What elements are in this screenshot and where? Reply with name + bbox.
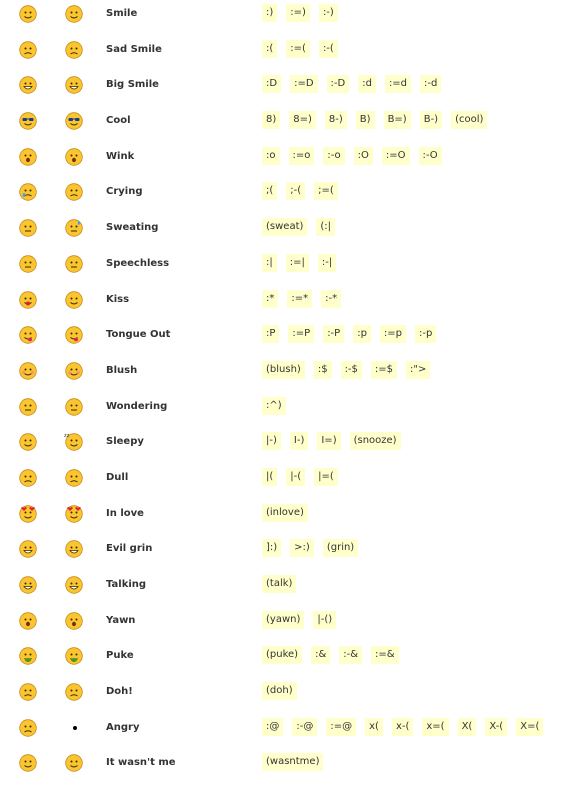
speechless-icon xyxy=(65,255,83,273)
shortcut-code: :=@ xyxy=(326,718,356,736)
shortcut-list xyxy=(262,4,338,22)
shortcut-list xyxy=(262,682,297,700)
sad-icon xyxy=(19,41,37,59)
shortcut-list xyxy=(262,182,338,200)
shortcut-code: :=) xyxy=(286,4,310,22)
evil-grin-icon xyxy=(65,540,83,558)
shortcut-code: :"> xyxy=(406,361,430,379)
emoticon-name: Speechless xyxy=(106,257,170,269)
emoticon-name: Big Smile xyxy=(106,79,159,91)
shortcut-list xyxy=(262,753,323,771)
shortcut-code: ;-( xyxy=(286,182,305,200)
shortcut-code: B=) xyxy=(384,111,411,129)
shortcut-list xyxy=(262,468,338,486)
shortcut-code: :=$ xyxy=(371,361,397,379)
shortcut-code: (talk) xyxy=(262,575,296,593)
shortcut-code: (cool) xyxy=(451,111,487,129)
wondering-icon xyxy=(19,398,37,416)
emoticon-name: Evil grin xyxy=(106,543,153,555)
shortcut-code: :| xyxy=(262,254,277,272)
emoticon-name: Crying xyxy=(106,186,143,198)
shortcut-code: :& xyxy=(311,646,330,664)
shortcut-code: (:| xyxy=(316,218,335,236)
emoticon-name: Smile xyxy=(106,8,138,19)
sleepy-icon xyxy=(65,433,83,451)
shortcut-code: :=( xyxy=(286,40,310,58)
shortcut-code: |( xyxy=(262,468,277,486)
doh-icon xyxy=(65,683,83,701)
shortcut-code: 8=) xyxy=(289,111,316,129)
shortcut-list xyxy=(262,147,442,165)
shortcut-code: :D xyxy=(262,75,281,93)
shortcut-code: (doh) xyxy=(262,682,297,700)
shortcut-code: |-( xyxy=(286,468,305,486)
emoticon-row xyxy=(0,464,581,500)
emoticon-name: Angry xyxy=(106,721,140,733)
sad-icon xyxy=(65,41,83,59)
emoticon-name: Cool xyxy=(106,115,131,127)
emoticon-name: It wasn't me xyxy=(106,757,176,769)
crying-icon xyxy=(19,183,37,201)
shortcut-list xyxy=(262,397,286,415)
emoticon-row xyxy=(0,286,581,322)
shortcut-code: :-* xyxy=(321,290,341,308)
emoticon-name: Yawn xyxy=(106,614,136,626)
speechless-icon xyxy=(19,255,37,273)
shortcut-code: ;( xyxy=(262,182,277,200)
emoticon-name: Puke xyxy=(106,650,134,662)
wink-icon xyxy=(65,148,83,166)
shortcut-code: :-O xyxy=(419,147,442,165)
shortcut-code: :o xyxy=(262,147,280,165)
shortcut-code: :-o xyxy=(323,147,344,165)
emoticon-name: Talking xyxy=(106,579,147,590)
shortcut-code: x=( xyxy=(422,718,448,736)
shortcut-code: >:) xyxy=(290,539,314,557)
emoticon-row xyxy=(0,0,581,36)
emoticon-row xyxy=(0,678,581,714)
shortcut-list xyxy=(262,75,441,93)
shortcut-code: |-) xyxy=(262,432,281,450)
emoticon-row xyxy=(0,571,581,607)
in-love-icon xyxy=(65,505,83,523)
placeholder-dot-icon xyxy=(73,726,77,730)
shortcut-code: :=o xyxy=(289,147,315,165)
shortcut-list xyxy=(262,254,336,272)
shortcut-code: :-$ xyxy=(341,361,362,379)
shortcut-code: :=p xyxy=(380,325,406,343)
emoticon-name: Sleepy xyxy=(106,436,144,448)
shortcut-code: :=D xyxy=(290,75,317,93)
shortcut-code: :@ xyxy=(262,718,283,736)
shortcut-code: I-) xyxy=(290,432,308,450)
emoticon-row xyxy=(0,357,581,393)
emoticon-name: Sweating xyxy=(106,222,159,234)
emoticon-row xyxy=(0,250,581,286)
dull-icon xyxy=(65,469,83,487)
cool-icon xyxy=(65,112,83,130)
emoticon-row xyxy=(0,36,581,72)
puke-icon xyxy=(65,647,83,665)
shortcut-code: :-( xyxy=(319,40,338,58)
shortcut-code: :p xyxy=(353,325,371,343)
shortcut-code: X( xyxy=(458,718,477,736)
shortcut-code: :-& xyxy=(339,646,362,664)
emoticon-name: Blush xyxy=(106,364,138,376)
shortcut-code: :=& xyxy=(371,646,399,664)
tongue-out-icon xyxy=(65,326,83,344)
talking-icon xyxy=(19,576,37,594)
emoticon-row xyxy=(0,214,581,250)
shortcut-list xyxy=(262,611,336,629)
shortcut-code: :-@ xyxy=(292,718,317,736)
shortcut-code: :( xyxy=(262,40,277,58)
shortcut-code: :=P xyxy=(288,325,314,343)
smile-icon xyxy=(19,5,37,23)
emoticon-row xyxy=(0,607,581,643)
shortcut-code: :=* xyxy=(287,290,312,308)
shortcut-code: :* xyxy=(262,290,278,308)
emoticon-row xyxy=(0,428,581,464)
emoticon-name: Wondering xyxy=(106,400,168,412)
emoticon-name: Sad Smile xyxy=(106,43,162,55)
shortcut-list xyxy=(262,218,335,236)
shortcut-list xyxy=(262,361,430,379)
shortcut-code: X=( xyxy=(516,718,543,736)
shortcut-code: B) xyxy=(356,111,375,129)
shortcut-code: x-( xyxy=(392,718,413,736)
shortcut-code: X-( xyxy=(485,718,507,736)
big-smile-icon xyxy=(65,76,83,94)
shortcut-code: (yawn) xyxy=(262,611,304,629)
tongue-out-icon xyxy=(19,326,37,344)
shortcut-code: ;=( xyxy=(314,182,338,200)
wasnt-me-icon xyxy=(19,754,37,772)
shortcut-code: B-) xyxy=(420,111,442,129)
wasnt-me-icon xyxy=(65,754,83,772)
shortcut-code: (sweat) xyxy=(262,218,307,236)
big-smile-icon xyxy=(19,76,37,94)
shortcut-list xyxy=(262,539,358,557)
puke-icon xyxy=(19,647,37,665)
emoticon-row xyxy=(0,749,581,785)
shortcut-code: :=d xyxy=(385,75,411,93)
smile-icon xyxy=(65,5,83,23)
shortcut-list xyxy=(262,718,543,736)
sweating-icon xyxy=(19,219,37,237)
shortcut-code: :$ xyxy=(314,361,332,379)
shortcut-code: (puke) xyxy=(262,646,302,664)
shortcut-code: :P xyxy=(262,325,279,343)
shortcut-code: (grin) xyxy=(323,539,358,557)
emoticon-name: Dull xyxy=(106,471,129,483)
in-love-icon xyxy=(19,505,37,523)
dull-icon xyxy=(19,469,37,487)
svg-text:zz: zz xyxy=(64,433,70,440)
shortcut-list xyxy=(262,504,308,522)
shortcut-code: :-P xyxy=(323,325,344,343)
shortcut-list xyxy=(262,575,296,593)
shortcut-code: :-) xyxy=(319,4,338,22)
shortcut-code: :=| xyxy=(286,254,309,272)
shortcut-code: x( xyxy=(365,718,383,736)
emoticon-name: Wink xyxy=(106,150,135,162)
yawn-icon xyxy=(19,612,37,630)
shortcut-list xyxy=(262,40,338,58)
shortcut-code: :-D xyxy=(327,75,350,93)
shortcut-code: (inlove) xyxy=(262,504,308,522)
shortcut-list xyxy=(262,646,399,664)
shortcut-code: (snooze) xyxy=(350,432,401,450)
shortcut-code: (wasntme) xyxy=(262,753,323,771)
shortcut-list xyxy=(262,325,436,343)
evil-grin-icon xyxy=(19,540,37,558)
emoticon-row xyxy=(0,393,581,429)
shortcut-code: :-| xyxy=(318,254,336,272)
blush-icon xyxy=(19,362,37,380)
angry-icon xyxy=(19,719,37,737)
shortcut-code: :d xyxy=(358,75,376,93)
sleepy-icon xyxy=(19,433,37,451)
shortcut-list xyxy=(262,432,401,450)
emoticon-row xyxy=(0,143,581,179)
shortcut-code: (blush) xyxy=(262,361,305,379)
shortcut-list xyxy=(262,290,341,308)
shortcut-code: 8-) xyxy=(325,111,347,129)
shortcut-code: :O xyxy=(354,147,373,165)
shortcut-list xyxy=(262,111,487,129)
emoticon-row xyxy=(0,535,581,571)
shortcut-code: :=O xyxy=(382,147,410,165)
emoticon-name: Kiss xyxy=(106,293,130,305)
emoticon-name: Doh! xyxy=(106,686,133,698)
sweating-icon xyxy=(65,219,83,237)
wondering-icon xyxy=(65,398,83,416)
emoticon-row xyxy=(0,321,581,357)
crying-icon xyxy=(65,183,83,201)
talking-icon xyxy=(65,576,83,594)
emoticon-row xyxy=(0,500,581,536)
wink-icon xyxy=(19,148,37,166)
shortcut-code: |=( xyxy=(314,468,338,486)
shortcut-code: ]:) xyxy=(262,539,281,557)
shortcut-code: |-() xyxy=(313,611,336,629)
shortcut-code: :-d xyxy=(420,75,441,93)
shortcut-code: 8) xyxy=(262,111,280,129)
emoticon-row xyxy=(0,107,581,143)
shortcut-code: I=) xyxy=(317,432,340,450)
shortcut-code: :^) xyxy=(262,397,286,415)
emoticon-row xyxy=(0,178,581,214)
emoticon-name: Tongue Out xyxy=(106,329,171,341)
kiss-icon xyxy=(65,291,83,309)
emoticon-row xyxy=(0,642,581,678)
emoticon-row xyxy=(0,714,581,750)
blush-icon xyxy=(65,362,83,380)
kiss-icon xyxy=(19,291,37,309)
emoticon-name: In love xyxy=(106,507,144,519)
cool-icon xyxy=(19,112,37,130)
doh-icon xyxy=(19,683,37,701)
emoticon-row xyxy=(0,71,581,107)
shortcut-code: :-p xyxy=(415,325,436,343)
yawn-icon xyxy=(65,612,83,630)
shortcut-code: :) xyxy=(262,4,277,22)
